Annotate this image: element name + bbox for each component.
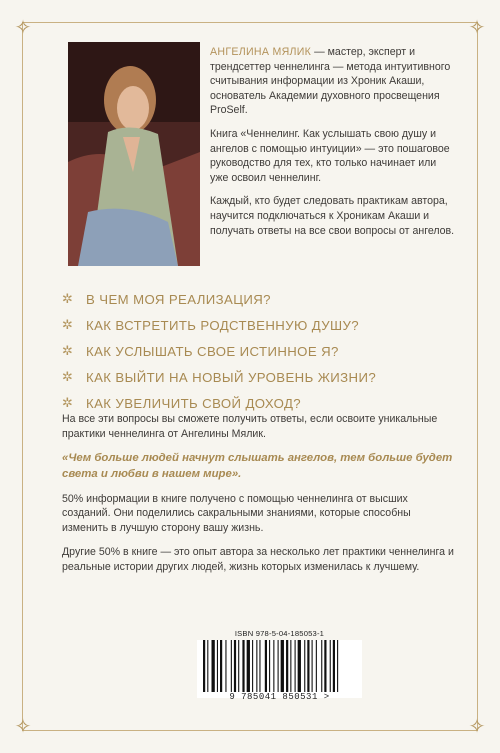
barcode-bars [197, 640, 362, 698]
question-item: ✲ КАК ВЫЙТИ НА НОВЫЙ УРОВЕНЬ ЖИЗНИ? [62, 369, 377, 385]
question-item: ✲ КАК УВЕЛИЧИТЬ СВОЙ ДОХОД? [62, 395, 302, 411]
author-quote: «Чем больше людей начнут слышать ангелов, тем больше будет света и любви в нашем мире». [62, 451, 453, 480]
question-item: ✲ КАК ВСТРЕТИТЬ РОДСТВЕННУЮ ДУШУ? [62, 317, 360, 333]
star-ornament-icon: ✧ [468, 15, 486, 39]
star-ornament-icon: ✧ [468, 714, 486, 738]
star-bullet-icon: ✲ [62, 317, 74, 333]
bio-paragraph-3: Каждый, кто будет следовать практикам автора, научится подключаться к Хроникам Акаши и получать ответы на все свои вопросы от ангелов. [210, 195, 455, 237]
bio-paragraph-2: Книга «Ченнелинг. Как услышать свою душу и ангелов с помощью интуиции» — это пошаговое руководство для тех, кто только начинает или уже освоил ченнелинг. [210, 128, 450, 184]
question-item: ✲ В ЧЕМ МОЯ РЕАЛИЗАЦИЯ? [62, 291, 271, 307]
author-name: АНГЕЛИНА МЯЛИК [210, 46, 312, 58]
author-photo [68, 42, 200, 266]
isbn-digits: 9 785041 850531 > [229, 692, 330, 702]
barcode [197, 629, 362, 705]
question-item: ✲ КАК УСЛЫШАТЬ СВОЕ ИСТИННОЕ Я? [62, 343, 339, 359]
star-ornament-icon: ✧ [14, 714, 32, 738]
question-list [62, 286, 452, 416]
star-bullet-icon: ✲ [62, 343, 74, 359]
star-bullet-icon: ✲ [62, 291, 74, 307]
star-bullet-icon: ✲ [62, 369, 74, 385]
author-bio [210, 45, 455, 247]
description-paragraph-2: 50% информации в книге получено с помощью ченнелинга от высших созданий. Они поделились сакральными знаниями, которые способны изменить в лучшую сторону вашу жизнь. [62, 492, 411, 535]
star-bullet-icon: ✲ [62, 395, 74, 411]
description-paragraph-1: На все эти вопросы вы сможете получить ответы, если освоите уникальные практики ченнелинга от Ангелины Мялик. [62, 413, 438, 440]
star-ornament-icon: ✧ [14, 15, 32, 39]
description-paragraph-3: Другие 50% в книге — это опыт автора за несколько лет практики ченнелинга и реальные истории других людей, жизнь которых изменилась к лучшему. [62, 546, 454, 573]
description [62, 412, 457, 584]
isbn-label: ISBN 978-5-04-185053-1 [234, 629, 325, 638]
bio-paragraph-1: АНГЕЛИНА МЯЛИК — мастер, эксперт и трендсеттер ченнелинга — метода интуитивного считывания информации из Хроник Акаши, основатель Академии духовного просвещения ProSelf. [210, 46, 451, 117]
